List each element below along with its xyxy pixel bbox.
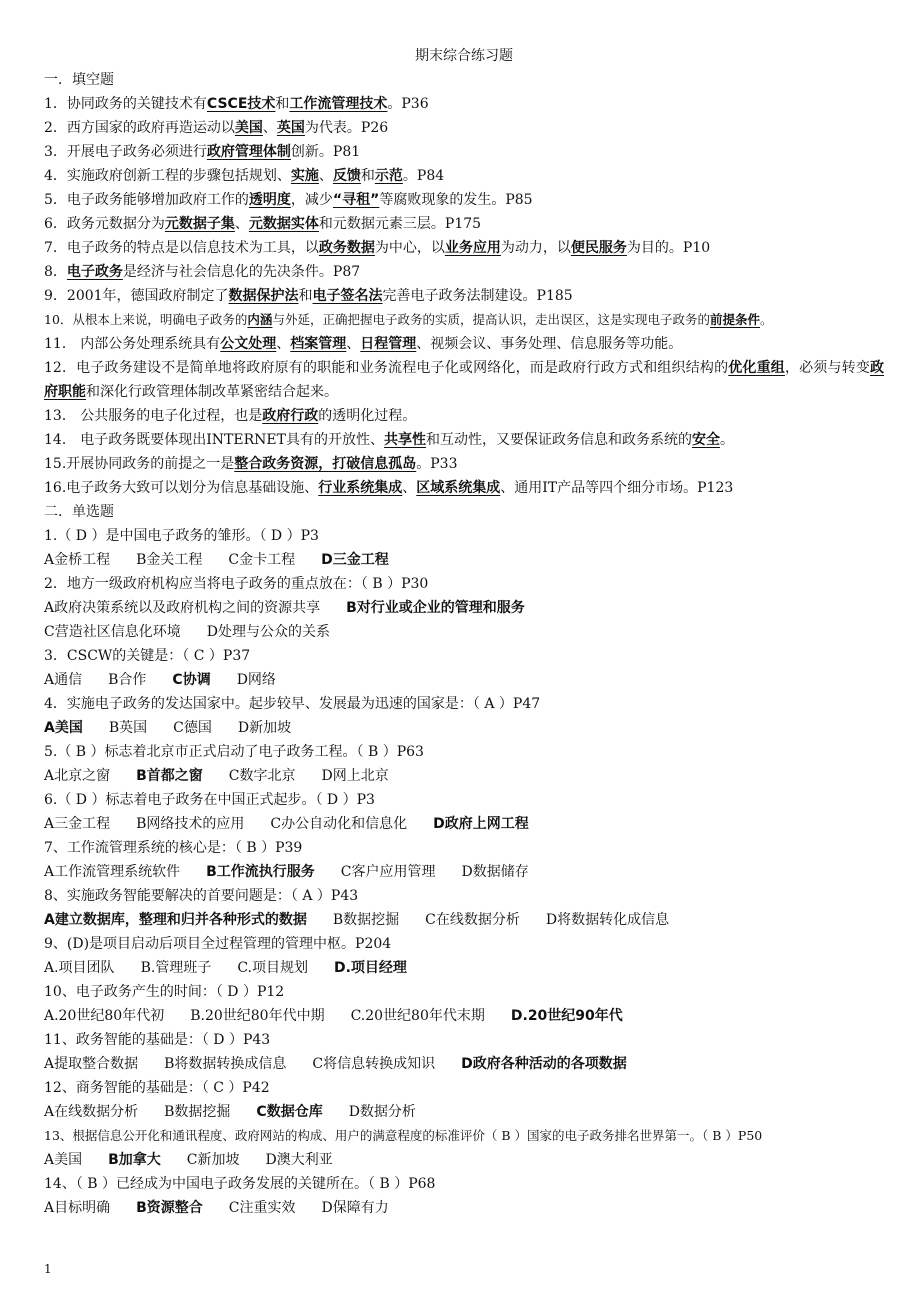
option: A美国 xyxy=(44,1152,83,1168)
document-title: 期末综合练习题 xyxy=(415,48,513,64)
question-text: 13． 公共服务的电子化过程，也是 xyxy=(44,408,263,424)
question-text: ，减少 xyxy=(290,192,333,208)
question-text: 。P36 xyxy=(387,96,429,112)
question-text: 、 xyxy=(318,168,333,184)
fill-question xyxy=(44,308,884,332)
option: D网络 xyxy=(236,672,276,688)
question-text: 和元数据元素三层。P175 xyxy=(318,216,482,232)
document-page xyxy=(44,44,884,1220)
correct-option: A建立数据库，整理和归并各种形式的数据 xyxy=(44,912,307,928)
answer-blank: 行业系统集成 xyxy=(318,480,403,496)
fill-question xyxy=(44,116,884,140)
option: A三金工程 xyxy=(44,816,111,832)
option: C金卡工程 xyxy=(228,552,296,568)
correct-option: A美国 xyxy=(44,720,83,736)
option: C新加坡 xyxy=(186,1152,240,1168)
question-text: 、 xyxy=(234,216,249,232)
answer-blank: 前提条件 xyxy=(709,312,760,327)
option: B网络技术的应用 xyxy=(136,816,245,832)
answer-blank: 政府管理体制 xyxy=(206,144,291,160)
page-number: 1 xyxy=(44,1262,52,1276)
fill-question xyxy=(44,140,884,164)
choice-question: 13、根据信息公开化和通讯程度、政府网站的构成、用户的满意程度的标准评价（ B ）国家的电子政务排名世界第一。（ B ）P50 xyxy=(44,1128,763,1143)
option-row xyxy=(44,764,884,788)
question-text: 等腐败现象的发生。P85 xyxy=(379,192,533,208)
option-row xyxy=(44,548,884,572)
answer-blank: 内涵 xyxy=(247,312,273,327)
choice-question: 5.（ B ）标志着北京市正式启动了电子政务工程。（ B ）P63 xyxy=(44,744,424,760)
answer-blank: 政府职能 xyxy=(44,360,885,400)
option: B金关工程 xyxy=(136,552,203,568)
option: B.管理班子 xyxy=(140,960,212,976)
option: A政府决策系统以及政府机构之间的资源共享 xyxy=(44,600,321,616)
question-text: 6．政务元数据分为 xyxy=(44,216,165,232)
choice-question: 14、（ B ）已经成为中国电子政务发展的关键所在。（ B ）P68 xyxy=(44,1176,436,1192)
answer-blank: 透明度 xyxy=(248,192,291,208)
question-text: 为目的。P10 xyxy=(626,240,711,256)
choice-question: 8、实施政务智能要解决的首要问题是：（ A ）P43 xyxy=(44,888,359,904)
fill-question xyxy=(44,236,884,260)
answer-blank: 整合政务资源，打破信息孤岛 xyxy=(234,456,417,472)
option: C客户应用管理 xyxy=(340,864,436,880)
question-text: 、 xyxy=(262,120,277,136)
option: B数据挖掘 xyxy=(164,1104,231,1120)
option: B数据挖掘 xyxy=(332,912,400,928)
option: A.项目团队 xyxy=(44,960,115,976)
option-row xyxy=(44,1100,884,1124)
fill-question xyxy=(44,356,884,404)
question-text: 15.开展协同政务的前提之一是 xyxy=(44,456,235,472)
option: D数据分析 xyxy=(348,1104,416,1120)
option: C营造社区信息化环境 xyxy=(44,624,181,640)
question-text: 12．电子政务建设不是简单地将政府原有的职能和业务流程电子化或网络化，而是政府行政方式和组织结构的 xyxy=(44,360,729,376)
question-text: 2．西方国家的政府再造运动以 xyxy=(44,120,235,136)
choice-question: 12、商务智能的基础是：（ C ）P42 xyxy=(44,1080,270,1096)
fill-in-questions xyxy=(44,92,884,500)
question-text: 9．2001年，德国政府制定了 xyxy=(44,288,229,304)
option-row xyxy=(44,1004,884,1028)
fill-question xyxy=(44,260,884,284)
option-row xyxy=(44,668,884,692)
answer-blank: 示范 xyxy=(374,168,403,184)
choice-question: 7、工作流管理系统的核心是：（ B ）P39 xyxy=(44,840,303,856)
correct-option: C协调 xyxy=(172,672,211,688)
option: A工作流管理系统软件 xyxy=(44,864,181,880)
question-text: 完善电子政务法制建设。P185 xyxy=(382,288,573,304)
answer-blank: 英国 xyxy=(276,120,305,136)
option-row xyxy=(44,860,884,884)
correct-option: D.20世纪90年代 xyxy=(510,1008,623,1024)
choice-question: 6.（ D ）标志着电子政务在中国正式起步。（ D ）P3 xyxy=(44,792,375,808)
answer-blank: 安全 xyxy=(691,432,720,448)
option: B合作 xyxy=(108,672,147,688)
correct-option: B对行业或企业的管理和服务 xyxy=(346,600,525,616)
answer-blank: 实施 xyxy=(290,168,319,184)
fill-question xyxy=(44,404,884,428)
answer-blank: 档案管理 xyxy=(290,336,347,352)
correct-option: D.项目经理 xyxy=(333,960,407,976)
option-row xyxy=(44,812,884,836)
answer-blank: 工作流管理技术 xyxy=(289,96,388,112)
correct-option: C数据仓库 xyxy=(256,1104,323,1120)
answer-blank: 反馈 xyxy=(332,168,361,184)
option: B英国 xyxy=(108,720,148,736)
fill-question xyxy=(44,164,884,188)
option: C德国 xyxy=(173,720,212,736)
question-text: 8． xyxy=(44,264,67,280)
answer-blank: 共享性 xyxy=(383,432,426,448)
option: A目标明确 xyxy=(44,1200,111,1216)
answer-blank: 美国 xyxy=(234,120,263,136)
option: A北京之窗 xyxy=(44,768,111,784)
answer-blank: 元数据实体 xyxy=(248,216,319,232)
fill-question xyxy=(44,284,884,308)
option-row xyxy=(44,1052,884,1076)
answer-blank: CSCE技术 xyxy=(206,96,276,112)
option: A通信 xyxy=(44,672,83,688)
question-text: 为代表。P26 xyxy=(304,120,389,136)
question-text: 10．从根本上来说，明确电子政务的 xyxy=(44,312,248,327)
option: C数字北京 xyxy=(228,768,296,784)
option: D澳大利亚 xyxy=(265,1152,333,1168)
answer-blank: 公文处理 xyxy=(220,336,277,352)
option-row xyxy=(44,1196,884,1220)
option: D网上北京 xyxy=(321,768,389,784)
option: C在线数据分析 xyxy=(425,912,520,928)
choice-question: 4．实施电子政务的发达国家中。起步较早、发展最为迅速的国家是：（ A ）P47 xyxy=(44,696,541,712)
question-text: 、 xyxy=(276,336,291,352)
question-text: 和深化行政管理体制改革紧密结合起来。 xyxy=(86,384,338,400)
correct-option: B工作流执行服务 xyxy=(206,864,315,880)
question-text: 和 xyxy=(360,168,375,184)
answer-blank: 数据保护法 xyxy=(228,288,299,304)
option: A在线数据分析 xyxy=(44,1104,139,1120)
question-text: 、 xyxy=(402,480,417,496)
question-text: 3．开展电子政务必须进行 xyxy=(44,144,207,160)
question-text: 11． 内部公务处理系统具有 xyxy=(44,336,221,352)
choice-question: 1.（ D ）是中国电子政务的雏形。（ D ）P3 xyxy=(44,528,319,544)
question-text: 5．电子政务能够增加政府工作的 xyxy=(44,192,249,208)
correct-option: B首都之窗 xyxy=(136,768,203,784)
question-text: 、 xyxy=(346,336,361,352)
question-text: 。P33 xyxy=(416,456,458,472)
choice-question: 2．地方一级政府机构应当将电子政务的重点放在：（ B ）P30 xyxy=(44,576,429,592)
question-text: 1．协同政务的关键技术有 xyxy=(44,96,207,112)
answer-blank: 政府行政 xyxy=(262,408,319,424)
fill-question xyxy=(44,188,884,212)
choice-question: 9、(D)是项目启动后项目全过程管理的管理中枢。P204 xyxy=(44,936,392,952)
question-text: 为中心，以 xyxy=(374,240,445,256)
option: B.20世纪80年代中期 xyxy=(190,1008,325,1024)
correct-option: D政府上网工程 xyxy=(433,816,529,832)
answer-blank: 元数据子集 xyxy=(164,216,235,232)
answer-blank: 电子签名法 xyxy=(312,288,383,304)
question-text: 为动力，以 xyxy=(500,240,571,256)
fill-question xyxy=(44,452,884,476)
question-text: 。 xyxy=(759,312,773,327)
option: C.项目规划 xyxy=(237,960,308,976)
section-heading-choice: 二．单选题 xyxy=(44,504,114,520)
answer-blank: 日程管理 xyxy=(360,336,417,352)
option: D将数据转化成信息 xyxy=(545,912,670,928)
fill-question xyxy=(44,92,884,116)
fill-question xyxy=(44,332,884,356)
option-row xyxy=(44,596,884,620)
question-text: 。P84 xyxy=(402,168,445,184)
correct-option: D政府各种活动的各项数据 xyxy=(461,1056,627,1072)
question-text: ，必须与转变 xyxy=(784,360,871,376)
choice-question: 3．CSCW的关键是：（ C ）P37 xyxy=(44,648,251,664)
question-text: 创新。P81 xyxy=(290,144,361,160)
correct-option: B加拿大 xyxy=(108,1152,161,1168)
answer-blank: 电子政务 xyxy=(66,264,123,280)
answer-blank: 便民服务 xyxy=(570,240,627,256)
question-text: 和互动性，又要保证政务信息和政务系统的 xyxy=(425,432,692,448)
correct-option: D三金工程 xyxy=(321,552,389,568)
choice-question: 10、电子政务产生的时间：（ D ）P12 xyxy=(44,984,285,1000)
question-text: 和 xyxy=(275,96,290,112)
fill-question xyxy=(44,212,884,236)
answer-blank: 优化重组 xyxy=(728,360,785,376)
option: C注重实效 xyxy=(228,1200,296,1216)
answer-blank: 区域系统集成 xyxy=(416,480,501,496)
question-text: 4．实施政府创新工程的步骤包括规划、 xyxy=(44,168,291,184)
option-row xyxy=(44,908,884,932)
fill-question xyxy=(44,428,884,452)
answer-blank: “寻租” xyxy=(332,192,380,208)
single-choice-questions xyxy=(44,524,884,1220)
correct-option: B资源整合 xyxy=(136,1200,203,1216)
answer-blank: 政务数据 xyxy=(318,240,375,256)
option: A提取整合数据 xyxy=(44,1056,139,1072)
option-row xyxy=(44,716,884,740)
question-text: 是经济与社会信息化的先决条件。P87 xyxy=(122,264,361,280)
option-row xyxy=(44,956,884,980)
section-heading-fill: 一．填空题 xyxy=(44,72,114,88)
question-text: 7．电子政务的特点是以信息技术为工具，以 xyxy=(44,240,319,256)
question-text: 、通用IT产品等四个细分市场。P123 xyxy=(500,480,734,496)
fill-question xyxy=(44,476,884,500)
option: A金桥工程 xyxy=(44,552,111,568)
question-text: 。 xyxy=(719,432,734,448)
question-text: 16.电子政务大致可以划分为信息基础设施、 xyxy=(44,480,319,496)
answer-blank: 业务应用 xyxy=(444,240,501,256)
question-text: 14． 电子政务既要体现出INTERNET具有的开放性、 xyxy=(44,432,384,448)
choice-question: 11、政务智能的基础是：（ D ）P43 xyxy=(44,1032,271,1048)
question-text: 和 xyxy=(298,288,313,304)
option-row xyxy=(44,620,884,644)
option: D保障有力 xyxy=(321,1200,389,1216)
option: D数据储存 xyxy=(461,864,529,880)
question-text: 的透明化过程。 xyxy=(318,408,417,424)
option: D处理与公众的关系 xyxy=(206,624,330,640)
option-row xyxy=(44,1148,884,1172)
option: C办公自动化和信息化 xyxy=(270,816,408,832)
option: A.20世纪80年代初 xyxy=(44,1008,165,1024)
question-text: 与外延，正确把握电子政务的实质，提高认识，走出误区，这是实现电子政务的 xyxy=(272,312,710,327)
question-text: 、视频会议、事务处理、信息服务等功能。 xyxy=(416,336,683,352)
option: D新加坡 xyxy=(237,720,292,736)
option: B将数据转换成信息 xyxy=(164,1056,287,1072)
option: C将信息转换成知识 xyxy=(312,1056,436,1072)
option: C.20世纪80年代末期 xyxy=(350,1008,485,1024)
